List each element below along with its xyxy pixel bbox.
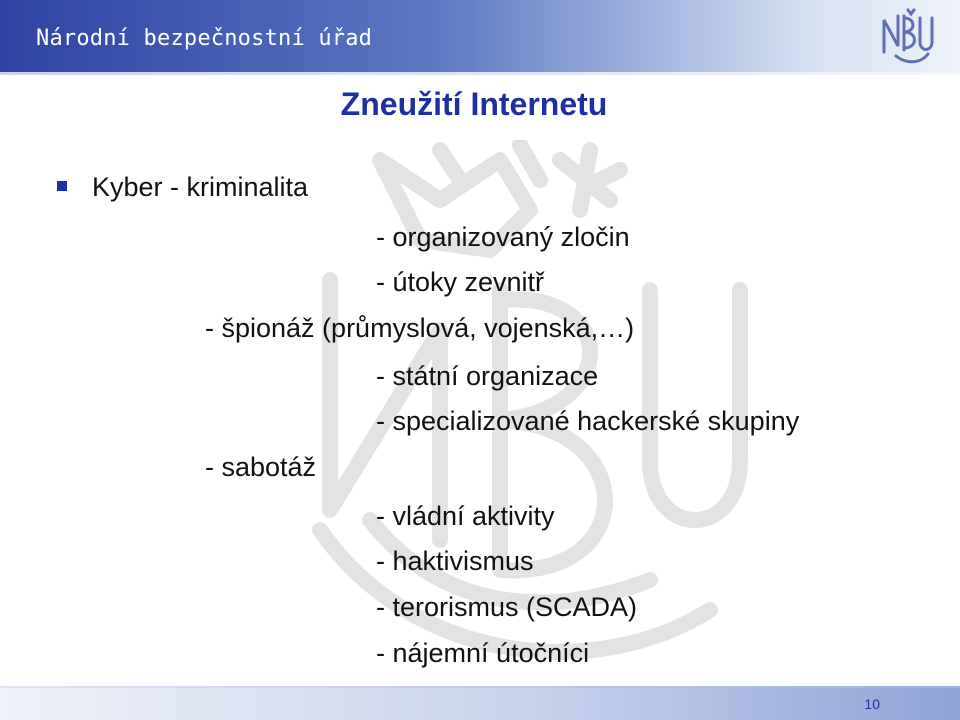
list-item: - haktivismus [376,546,534,576]
list-item: - vládní aktivity [376,501,555,531]
page-number: 10 [864,696,880,712]
list-item: - sabotáž [205,452,317,482]
slide-title: Zneužití Internetu [340,86,608,122]
square-bullet-icon [57,181,67,191]
header-divider [0,72,960,75]
list-item: - špionáž (průmyslová, vojenská,…) [205,313,635,343]
list-item: - nájemní útočníci [376,638,590,668]
list-item: - specializované hackerské skupiny [376,406,800,436]
list-item: - organizovaný zločin [376,222,630,252]
list-item: Kyber - kriminalita [92,172,309,202]
organization-name: Národní bezpečnostní úřad [36,26,373,51]
list-item: - terorismus (SCADA) [376,592,638,622]
list-item: - státní organizace [376,361,599,391]
nbu-logo-icon [878,6,934,68]
footer-bar [0,688,960,720]
list-item: - útoky zevnitř [376,267,545,297]
